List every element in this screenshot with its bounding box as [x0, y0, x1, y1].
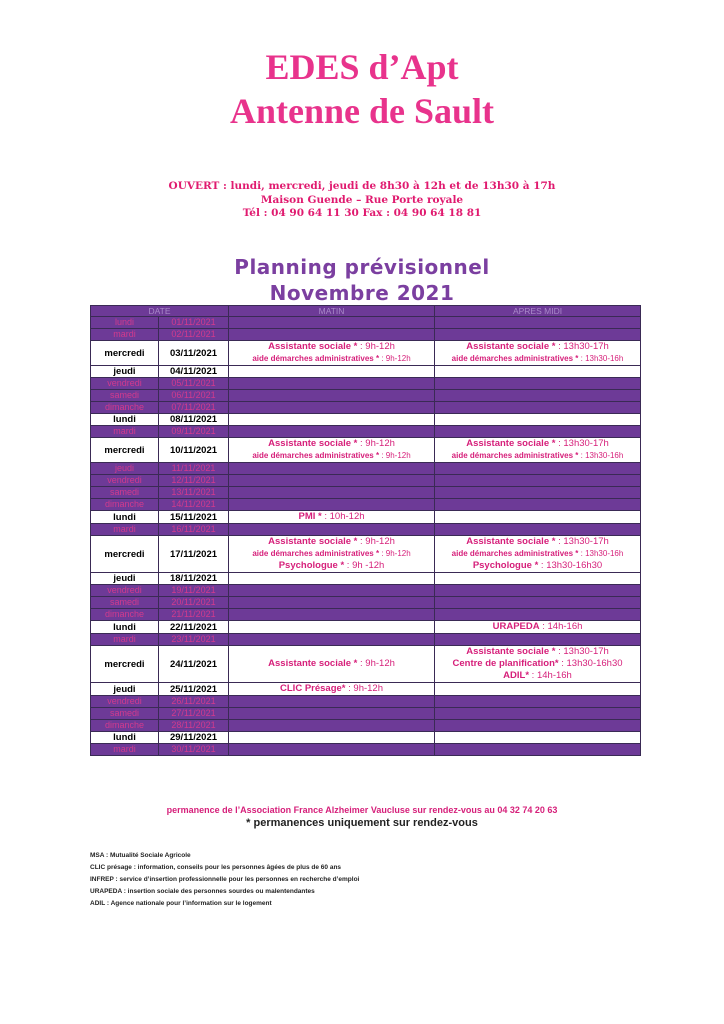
row-day: jeudi — [91, 366, 159, 378]
alzheimer-note: permanence de l’Association France Alzheimer Vaucluse sur rendez-vous au 04 32 74 20 63 — [166, 805, 558, 815]
slot-service: URAPEDA — [492, 621, 540, 632]
afternoon-slot — [435, 646, 641, 683]
slot-hours: : 9h-12h — [345, 683, 383, 694]
morning-slot — [229, 732, 435, 744]
row-date: 10/11/2021 — [159, 438, 229, 463]
slot-hours: : 9h-12h — [357, 341, 395, 352]
slot-hours: : 13h30-17h — [555, 536, 609, 547]
slot-service: Centre de planification* — [452, 658, 559, 669]
slot-service: aide démarches administratives * — [252, 451, 380, 460]
slot-entry — [229, 548, 434, 560]
table-row — [91, 597, 641, 609]
morning-slot — [229, 487, 435, 499]
slot-hours: : 13h30-17h — [555, 646, 609, 657]
morning-slot — [229, 744, 435, 756]
table-row — [91, 524, 641, 536]
header-afternoon: APRES MIDI — [435, 306, 641, 317]
row-day: samedi — [91, 390, 159, 402]
row-date: 03/11/2021 — [159, 341, 229, 366]
slot-entry — [435, 658, 640, 670]
slot-hours: : 14h-16h — [529, 670, 572, 681]
slot-hours: : 9h-12h — [357, 658, 395, 669]
morning-slot — [229, 475, 435, 487]
table-row — [91, 499, 641, 511]
row-day: vendredi — [91, 378, 159, 390]
slot-service: aide démarches administratives * — [451, 549, 579, 558]
planning-rows — [91, 317, 641, 756]
slot-service: Assistante sociale * — [466, 536, 556, 547]
row-date: 02/11/2021 — [159, 329, 229, 341]
afternoon-slot — [435, 744, 641, 756]
row-date: 21/11/2021 — [159, 609, 229, 621]
row-day: mercredi — [91, 536, 159, 573]
slot-service: Assistante sociale * — [268, 536, 358, 547]
table-row — [91, 585, 641, 597]
morning-slot — [229, 621, 435, 634]
slot-entry — [229, 536, 434, 548]
row-day: mercredi — [91, 438, 159, 463]
row-date: 19/11/2021 — [159, 585, 229, 597]
slot-entry — [435, 536, 640, 548]
row-date: 06/11/2021 — [159, 390, 229, 402]
slot-service: Assistante sociale * — [466, 646, 556, 657]
table-row — [91, 402, 641, 414]
slot-entry — [229, 560, 434, 572]
table-row — [91, 683, 641, 696]
table-row — [91, 414, 641, 426]
row-date: 26/11/2021 — [159, 696, 229, 708]
slot-entry — [229, 450, 434, 462]
morning-slot — [229, 634, 435, 646]
morning-slot — [229, 683, 435, 696]
morning-slot — [229, 341, 435, 366]
row-day: samedi — [91, 708, 159, 720]
header-date: DATE — [91, 306, 229, 317]
row-date: 23/11/2021 — [159, 634, 229, 646]
table-row — [91, 475, 641, 487]
phone-fax: Tél : 04 90 64 11 30 Fax : 04 90 64 18 81 — [242, 207, 482, 219]
morning-slot — [229, 524, 435, 536]
morning-slot — [229, 597, 435, 609]
slot-hours: : 9h-12h — [379, 354, 411, 363]
row-date: 11/11/2021 — [159, 463, 229, 475]
row-day: mardi — [91, 426, 159, 438]
slot-entry — [229, 658, 434, 670]
row-date: 27/11/2021 — [159, 708, 229, 720]
table-row — [91, 732, 641, 744]
row-day: mardi — [91, 634, 159, 646]
morning-slot — [229, 609, 435, 621]
morning-slot — [229, 378, 435, 390]
afternoon-slot — [435, 524, 641, 536]
afternoon-slot — [435, 573, 641, 585]
row-date: 24/11/2021 — [159, 646, 229, 683]
morning-slot — [229, 366, 435, 378]
slot-entry — [435, 450, 640, 462]
afternoon-slot — [435, 720, 641, 732]
slot-entry — [435, 646, 640, 658]
morning-slot — [229, 646, 435, 683]
afternoon-slot — [435, 597, 641, 609]
header-morning: MATIN — [229, 306, 435, 317]
afternoon-slot — [435, 585, 641, 597]
row-date: 28/11/2021 — [159, 720, 229, 732]
page-title: EDES d’Apt — [265, 47, 459, 87]
slot-hours: : 13h30-16h — [578, 354, 624, 363]
row-day: mardi — [91, 524, 159, 536]
row-date: 29/11/2021 — [159, 732, 229, 744]
row-date: 16/11/2021 — [159, 524, 229, 536]
slot-service: CLIC Présage* — [280, 683, 346, 694]
afternoon-slot — [435, 621, 641, 634]
row-date: 14/11/2021 — [159, 499, 229, 511]
glossary-item: URAPEDA : insertion sociale des personnes sourdes ou malentendantes — [90, 888, 315, 895]
glossary-item: CLIC présage : information, conseils pour les personnes âgées de plus de 60 ans — [90, 864, 342, 871]
row-day: lundi — [91, 414, 159, 426]
table-row — [91, 329, 641, 341]
slot-hours: : 13h30-17h — [555, 341, 609, 352]
table-row — [91, 426, 641, 438]
slot-service: Assistante sociale * — [268, 658, 358, 669]
slot-service: Assistante sociale * — [466, 438, 556, 449]
table-row — [91, 390, 641, 402]
table-row — [91, 646, 641, 683]
row-date: 07/11/2021 — [159, 402, 229, 414]
row-day: mardi — [91, 329, 159, 341]
table-row — [91, 341, 641, 366]
afternoon-slot — [435, 696, 641, 708]
glossary-item: ADIL : Agence nationale pour l’information sur le logement — [90, 900, 272, 907]
row-date: 22/11/2021 — [159, 621, 229, 634]
row-date: 18/11/2021 — [159, 573, 229, 585]
slot-entry — [435, 438, 640, 450]
slot-hours: : 13h30-16h — [578, 549, 624, 558]
afternoon-slot — [435, 511, 641, 524]
planning-month: Novembre 2021 — [269, 281, 455, 305]
afternoon-slot — [435, 634, 641, 646]
table-row — [91, 621, 641, 634]
opening-hours: OUVERT : lundi, mercredi, jeudi de 8h30 à 12h et de 13h30 à 17h — [168, 180, 556, 192]
morning-slot — [229, 426, 435, 438]
row-date: 15/11/2021 — [159, 511, 229, 524]
planning-title: Planning prévisionnel — [234, 255, 490, 279]
slot-hours: : 9h-12h — [379, 549, 411, 558]
afternoon-slot — [435, 499, 641, 511]
slot-hours: : 9h-12h — [357, 438, 395, 449]
row-day: lundi — [91, 621, 159, 634]
page-subtitle: Antenne de Sault — [229, 91, 495, 131]
morning-slot — [229, 720, 435, 732]
slot-hours: : 9h-12h — [357, 536, 395, 547]
row-date: 08/11/2021 — [159, 414, 229, 426]
afternoon-slot — [435, 426, 641, 438]
slot-hours: : 9h-12h — [379, 451, 411, 460]
slot-entry — [435, 670, 640, 682]
slot-service: ADIL* — [503, 670, 530, 681]
row-date: 05/11/2021 — [159, 378, 229, 390]
table-row — [91, 720, 641, 732]
table-row — [91, 536, 641, 573]
slot-service: Assistante sociale * — [268, 341, 358, 352]
row-date: 30/11/2021 — [159, 744, 229, 756]
slot-service: aide démarches administratives * — [252, 354, 380, 363]
table-row — [91, 573, 641, 585]
table-header-row — [91, 306, 641, 317]
table-row — [91, 438, 641, 463]
slot-hours: : 13h30-16h30 — [558, 658, 623, 669]
slot-entry — [435, 353, 640, 365]
afternoon-slot — [435, 609, 641, 621]
slot-entry — [229, 683, 434, 695]
afternoon-slot — [435, 475, 641, 487]
afternoon-slot — [435, 536, 641, 573]
row-date: 01/11/2021 — [159, 317, 229, 329]
afternoon-slot — [435, 366, 641, 378]
afternoon-slot — [435, 732, 641, 744]
row-day: lundi — [91, 732, 159, 744]
planning-table — [90, 305, 641, 756]
row-day: vendredi — [91, 585, 159, 597]
slot-entry — [435, 548, 640, 560]
slot-service: Assistante sociale * — [466, 341, 556, 352]
row-date: 25/11/2021 — [159, 683, 229, 696]
afternoon-slot — [435, 438, 641, 463]
slot-entry — [435, 560, 640, 572]
slot-hours: : 13h30-17h — [555, 438, 609, 449]
appointment-note: * permanences uniquement sur rendez-vous — [246, 817, 478, 829]
glossary-item: INFREP : service d’insertion professionnelle pour les personnes en recherche d’emploi — [90, 876, 360, 883]
afternoon-slot — [435, 402, 641, 414]
morning-slot — [229, 317, 435, 329]
table-row — [91, 609, 641, 621]
slot-service: aide démarches administratives * — [451, 354, 579, 363]
table-row — [91, 487, 641, 499]
table-row — [91, 744, 641, 756]
table-row — [91, 317, 641, 329]
row-day: dimanche — [91, 609, 159, 621]
morning-slot — [229, 329, 435, 341]
row-day: jeudi — [91, 683, 159, 696]
row-day: lundi — [91, 317, 159, 329]
morning-slot — [229, 499, 435, 511]
slot-entry — [229, 511, 434, 523]
morning-slot — [229, 390, 435, 402]
glossary-item: MSA : Mutualité Sociale Agricole — [90, 852, 191, 859]
row-day: samedi — [91, 597, 159, 609]
row-date: 17/11/2021 — [159, 536, 229, 573]
morning-slot — [229, 511, 435, 524]
morning-slot — [229, 414, 435, 426]
morning-slot — [229, 573, 435, 585]
slot-hours: : 10h-12h — [321, 511, 365, 522]
row-day: dimanche — [91, 402, 159, 414]
morning-slot — [229, 463, 435, 475]
row-day: samedi — [91, 487, 159, 499]
slot-service: PMI * — [298, 511, 322, 522]
morning-slot — [229, 696, 435, 708]
afternoon-slot — [435, 341, 641, 366]
row-date: 09/11/2021 — [159, 426, 229, 438]
row-date: 20/11/2021 — [159, 597, 229, 609]
glossary — [90, 850, 359, 910]
afternoon-slot — [435, 329, 641, 341]
slot-entry — [229, 341, 434, 353]
row-day: vendredi — [91, 696, 159, 708]
slot-service: aide démarches administratives * — [451, 451, 579, 460]
row-date: 13/11/2021 — [159, 487, 229, 499]
row-day: mercredi — [91, 341, 159, 366]
slot-hours: : 14h-16h — [539, 621, 583, 632]
row-date: 12/11/2021 — [159, 475, 229, 487]
row-day: dimanche — [91, 720, 159, 732]
morning-slot — [229, 585, 435, 597]
row-day: jeudi — [91, 573, 159, 585]
row-day: vendredi — [91, 475, 159, 487]
table-row — [91, 696, 641, 708]
morning-slot — [229, 536, 435, 573]
slot-service: Psychologue * — [472, 560, 539, 571]
slot-service: aide démarches administratives * — [252, 549, 380, 558]
morning-slot — [229, 708, 435, 720]
afternoon-slot — [435, 390, 641, 402]
slot-entry — [229, 353, 434, 365]
slot-service: Assistante sociale * — [268, 438, 358, 449]
morning-slot — [229, 438, 435, 463]
table-row — [91, 378, 641, 390]
slot-entry — [435, 621, 640, 633]
afternoon-slot — [435, 463, 641, 475]
row-day: jeudi — [91, 463, 159, 475]
slot-hours: : 13h30-16h — [578, 451, 624, 460]
afternoon-slot — [435, 708, 641, 720]
row-day: dimanche — [91, 499, 159, 511]
morning-slot — [229, 402, 435, 414]
row-day: mercredi — [91, 646, 159, 683]
slot-entry — [229, 438, 434, 450]
row-day: mardi — [91, 744, 159, 756]
afternoon-slot — [435, 317, 641, 329]
slot-hours: : 9h -12h — [344, 560, 385, 571]
afternoon-slot — [435, 378, 641, 390]
afternoon-slot — [435, 487, 641, 499]
slot-hours: : 13h30-16h30 — [538, 560, 603, 571]
row-date: 04/11/2021 — [159, 366, 229, 378]
table-row — [91, 511, 641, 524]
slot-service: Psychologue * — [278, 560, 345, 571]
afternoon-slot — [435, 414, 641, 426]
row-day: lundi — [91, 511, 159, 524]
table-row — [91, 366, 641, 378]
address: Maison Guende – Rue Porte royale — [260, 194, 464, 206]
table-row — [91, 634, 641, 646]
table-row — [91, 708, 641, 720]
table-row — [91, 463, 641, 475]
afternoon-slot — [435, 683, 641, 696]
slot-entry — [435, 341, 640, 353]
